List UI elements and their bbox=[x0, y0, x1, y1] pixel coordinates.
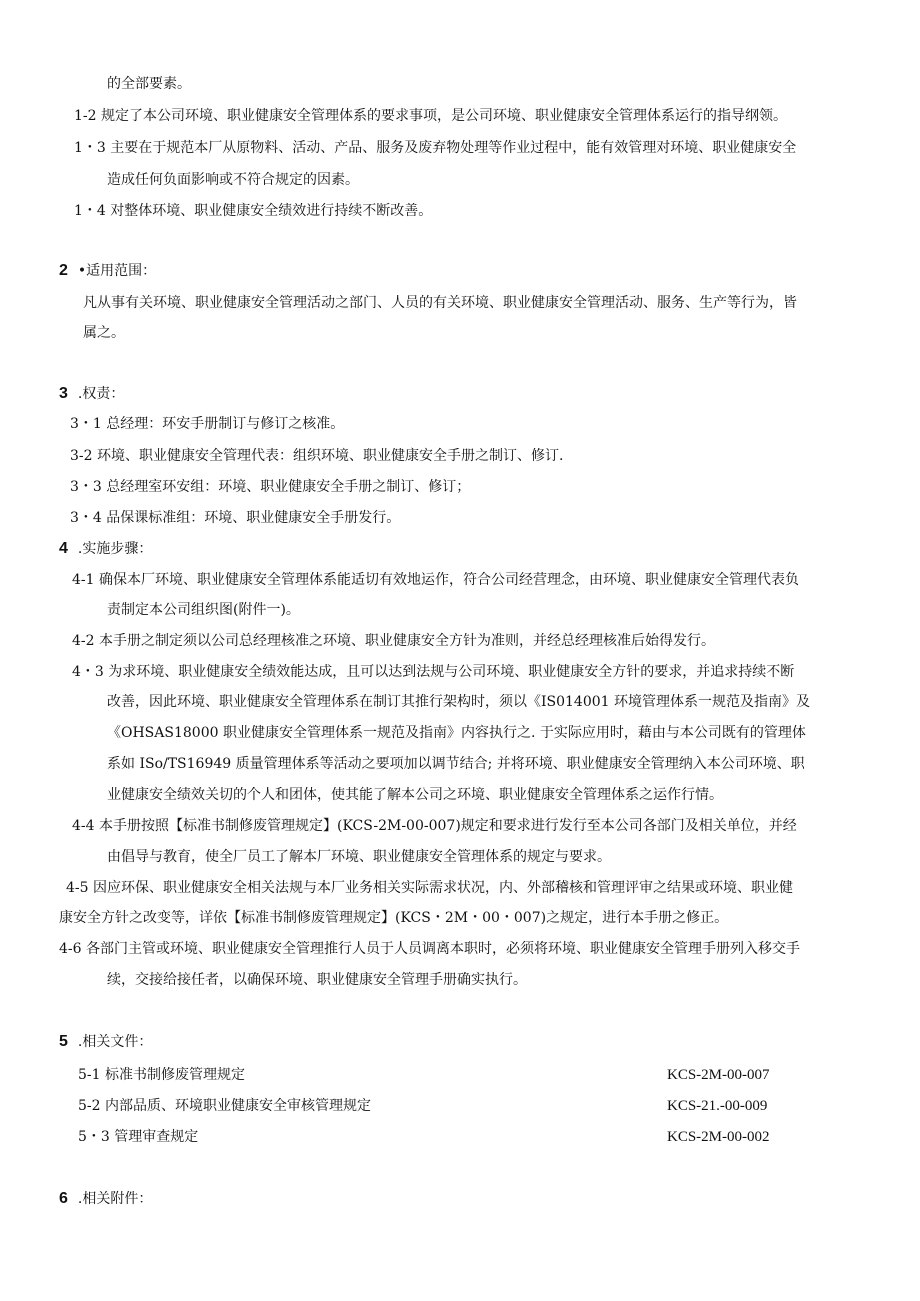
section-title: .相关附件： bbox=[77, 1191, 153, 1207]
item-4-6-line2: 续，交接给接任者，以确保环境、职业健康安全管理手册确实执行。 bbox=[107, 972, 527, 988]
item-4-6-line1: 4-6 各部门主管或环境、职业健康安全管理推行人员于人员调离本职时，必须将环境、职业健康安全管理手册列入移交手 bbox=[59, 941, 800, 957]
item-4-2: 4-2 本手册之制定须以公司总经理核准之环境、职业健康安全方针为准则，并经总经理核准后始得发行。 bbox=[72, 633, 715, 649]
item-1-3-line1: 1・3 主要在于规范本厂从原物料、活动、产品、服务及废弃物处理等作业过程中，能有效管理对环境、职业健康安全 bbox=[74, 140, 797, 156]
item-4-1-line1: 4-1 确保本厂环境、职业健康安全管理体系能适切有效地运作，符合公司经营理念，由环境、职业健康安全管理代表负 bbox=[72, 572, 799, 588]
item-1-3-line2: 造成任何负面影响或不符合规定的因素。 bbox=[107, 172, 359, 188]
item-1-4: 1・4 对整体环境、职业健康安全绩效进行持续不断改善。 bbox=[74, 203, 433, 219]
item-4-3-line3: 《OHSAS18000 职业健康安全管理体系一规范及指南》内容执行之. 于实际应用时，藉由与本公司既有的管理体 bbox=[107, 725, 806, 741]
item-4-5-line2: 康安全方针之改变等，详依【标准书制修废管理规定】(KCS・2M・00・007)之规定，进行本手册之修正。 bbox=[59, 910, 729, 926]
section-number: 2 bbox=[59, 262, 68, 279]
item-3-4: 3・4 品保课标准组：环境、职业健康安全手册发行。 bbox=[70, 510, 401, 526]
section-title: .权责： bbox=[77, 386, 125, 402]
section-number: 5 bbox=[59, 1033, 68, 1050]
item-4-3-line2: 改善，因此环境、职业健康安全管理体系在制订其推行架构时，须以《IS014001 环境管理体系一规范及指南》及 bbox=[107, 694, 811, 710]
section-2-text-line2: 属之。 bbox=[83, 325, 125, 341]
section-title: •适用范围： bbox=[77, 263, 157, 279]
item-4-1-line2: 责制定本公司组织图(附件一)。 bbox=[107, 602, 300, 618]
section-title: .实施步骤： bbox=[77, 541, 153, 557]
item-3-2: 3-2 环境、职业健康安全管理代表：组织环境、职业健康安全手册之制订、修订. bbox=[70, 448, 564, 464]
section-5-heading bbox=[59, 1032, 152, 1052]
intro-continuation: 的全部要素。 bbox=[107, 76, 191, 92]
section-2-heading bbox=[59, 261, 156, 281]
related-doc-code: KCS-21.-00-009 bbox=[667, 1098, 768, 1114]
section-3-heading bbox=[59, 384, 124, 404]
section-number: 6 bbox=[59, 1190, 68, 1207]
section-4-heading bbox=[59, 539, 152, 559]
item-3-1: 3・1 总经理：环安手册制订与修订之核准。 bbox=[70, 416, 345, 432]
item-4-4-line1: 4-4 本手册按照【标准书制修废管理规定】(KCS-2M-00-007)规定和要求进行发行至本公司各部门及相关单位，并经 bbox=[72, 818, 797, 834]
item-4-4-line2: 由倡导与教育，使全厂员工了解本厂环境、职业健康安全管理体系的规定与要求。 bbox=[107, 849, 611, 865]
related-doc-name: 5・3 管理审查规定 bbox=[78, 1129, 199, 1145]
related-doc-name: 5-1 标准书制修废管理规定 bbox=[78, 1067, 245, 1083]
related-doc-code: KCS-2M-00-002 bbox=[667, 1129, 770, 1145]
section-title: .相关文件： bbox=[77, 1034, 153, 1050]
section-number: 4 bbox=[59, 540, 68, 557]
section-number: 3 bbox=[59, 385, 68, 402]
related-doc-code: KCS-2M-00-007 bbox=[667, 1067, 770, 1083]
section-2-text-line1: 凡从事有关环境、职业健康安全管理活动之部门、人员的有关环境、职业健康安全管理活动、服务、生产等行为，皆 bbox=[83, 295, 797, 311]
item-1-2: 1-2 规定了本公司环境、职业健康安全管理体系的要求事项，是公司环境、职业健康安全管理体系运行的指导纲领。 bbox=[74, 108, 787, 124]
related-doc-name: 5-2 内部品质、环境职业健康安全审核管理规定 bbox=[78, 1098, 371, 1114]
item-4-5-line1: 4-5 因应环保、职业健康安全相关法规与本厂业务相关实际需求状况，内、外部稽核和管理评审之结果或环境、职业健 bbox=[66, 880, 793, 896]
section-6-heading bbox=[59, 1189, 152, 1209]
item-4-3-line5: 业健康安全绩效关切的个人和团体，使其能了解本公司之环境、职业健康安全管理体系之运作行情。 bbox=[107, 787, 723, 803]
item-4-3-line1: 4・3 为求环境、职业健康安全绩效能达成，且可以达到法规与公司环境、职业健康安全方针的要求，并追求持续不断 bbox=[72, 664, 795, 680]
item-4-3-line4: 系如 ISo/TS16949 质量管理体系等活动之要项加以调节结合; 并将环境、职业健康安全管理纳入本公司环境、职 bbox=[107, 756, 805, 772]
item-3-3: 3・3 总经理室环安组：环境、职业健康安全手册之制订、修订； bbox=[70, 479, 471, 495]
